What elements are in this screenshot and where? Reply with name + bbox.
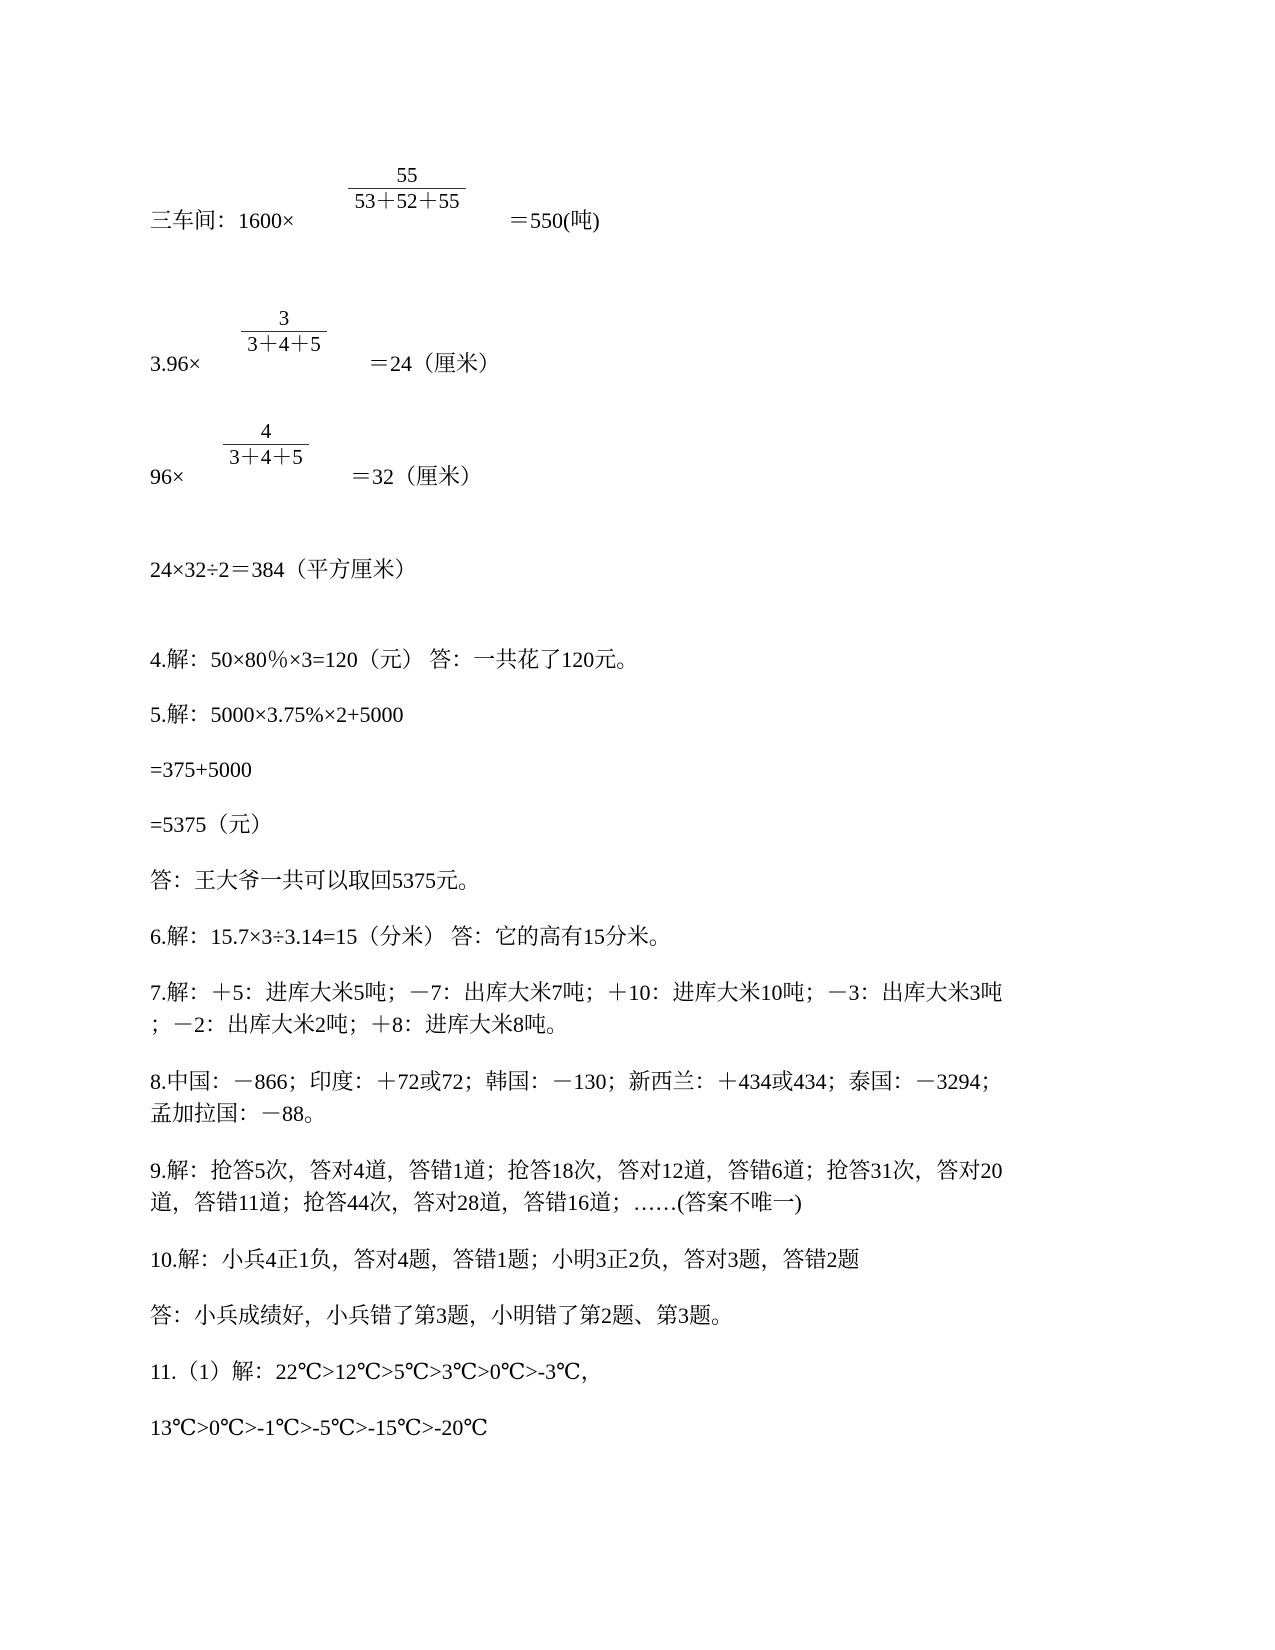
formula-3-fraction [223,419,309,469]
answer-10-conclusion: 答：小兵成绩好，小兵错了第3题，小明错了第2题、第3题。 [150,1303,734,1328]
answer-8-line-1: 8.中国：－866；印度：＋72或72；韩国：－130；新西兰：＋434或434；泰国：－3294； [150,1069,1003,1094]
area-calc-line: 24×32÷2＝384（平方厘米） [150,557,417,582]
answer-10-line: 10.解：小兵4正1负，答对4题，答错1题；小明3正2负，答对3题，答错2题 [150,1247,860,1272]
answer-7-line-2: ；－2：出库大米2吨；＋8：进库大米8吨。 [150,1012,569,1037]
answer-5-line-2: =375+5000 [150,757,252,782]
formula-2-prefix: 3.96× [150,351,201,376]
answer-9-line-2: 道，答错11道；抢答44次，答对28道，答错16道；……(答案不唯一) [150,1190,802,1215]
formula-1-fraction [348,163,466,213]
formula-3-prefix: 96× [150,464,185,489]
answer-5-line-3: =5375（元） [150,812,273,837]
formula-3-result: ＝32（厘米） [350,464,483,489]
formula-1-result: ＝550(吨) [508,208,600,233]
formula-3-numerator: 4 [260,419,272,443]
answer-8-line-2: 孟加拉国：－88。 [150,1101,327,1126]
answer-5-line-1: 5.解：5000×3.75%×2+5000 [150,702,404,727]
answer-9-line-1: 9.解：抢答5次，答对4道，答错1道；抢答18次，答对12道，答错6道；抢答31次，答对20 [150,1158,1003,1183]
answer-5-conclusion: 答：王大爷一共可以取回5375元。 [150,868,481,893]
formula-2-fraction [241,306,327,356]
formula-3-denominator: 3＋4＋5 [229,445,303,469]
answer-6-line: 6.解：15.7×3÷3.14=15（分米） 答：它的高有15分米。 [150,924,671,949]
formula-1-denominator: 53＋52＋55 [354,189,460,213]
answer-11-line-2: 13℃>0℃>-1℃>-5℃>-15℃>-20℃ [150,1415,489,1440]
formula-2-result: ＝24（厘米） [368,351,501,376]
answer-7-line-1: 7.解：＋5：进库大米5吨；－7：出库大米7吨；＋10：进库大米10吨；－3：出库大米3吨 [150,980,1003,1005]
formula-2-numerator: 3 [278,306,290,330]
formula-2-denominator: 3＋4＋5 [247,332,321,356]
answer-11-line-1: 11.（1）解：22℃>12℃>5℃>3℃>0℃>-3℃， [150,1359,603,1384]
formula-1-numerator: 55 [396,163,418,187]
answer-4-line: 4.解：50×80％×3=120（元） 答：一共花了120元。 [150,647,639,672]
formula-1-prefix: 三车间：1600× [150,208,295,233]
